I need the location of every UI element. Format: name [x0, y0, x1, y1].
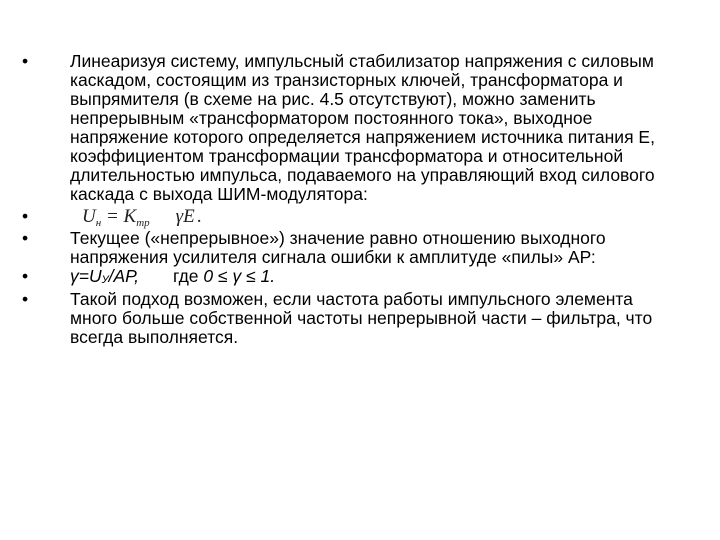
output-voltage-formula [82, 204, 202, 229]
formula-e: E [183, 206, 195, 227]
formula-gamma: γ [175, 206, 184, 227]
formula-k: K [123, 206, 137, 227]
list-item-linearization [22, 52, 682, 204]
list-item-gamma-definition [22, 267, 682, 290]
formula-u: U [82, 206, 96, 227]
bullet-marker: • [22, 266, 29, 286]
formula-equals: = [105, 206, 119, 227]
gamma-range: 0 ≤ γ ≤ 1. [203, 266, 276, 286]
bullet-marker: • [22, 51, 29, 71]
formula-period: . [196, 206, 202, 227]
bullet-marker: • [22, 289, 29, 309]
paragraph-linearization: Линеаризуя систему, импульсный стабилизатор напряжения с силовым каскадом, состоящим из транзисторных ключей, трансформатора и выпрямителя (в схеме на рис. 4.5 отсутствуют), можно заменить непрерывным «трансформатором постоянного тока», выходное напряжение которого определяется напряжением источника питания Е, коэффициентом трансформации трансформатора и относительной длительностью импульса, подаваемого на управляющий вход силового каскада с выхода ШИМ-модулятора: [70, 51, 655, 204]
gamma-u-subscript: У [101, 274, 109, 286]
paragraph-current-value: Текущее («непрерывное») значение равно отношению выходного напряжения усилителя сигнала ошибки к амплитуде «пилы» АР: [70, 228, 606, 267]
bullet-marker: • [22, 228, 29, 248]
list-item-formula [22, 204, 682, 229]
list-item-current-value [22, 229, 682, 267]
bullet-list [22, 52, 682, 347]
formula-k-subscript: тр [136, 217, 150, 229]
where-word: где [172, 266, 199, 286]
bullet-marker: • [22, 206, 29, 226]
gamma-divisor: /АР, [108, 266, 139, 286]
paragraph-approach: Такой подход возможен, если частота работы импульсного элемента много больше собственной частоты непрерывной части – фильтра, что всегда выполняется. [70, 289, 653, 347]
gamma-definition [70, 267, 682, 290]
gamma-equation: γ=U [70, 266, 102, 286]
formula-u-subscript: н [95, 217, 102, 229]
list-item-approach [22, 290, 682, 347]
